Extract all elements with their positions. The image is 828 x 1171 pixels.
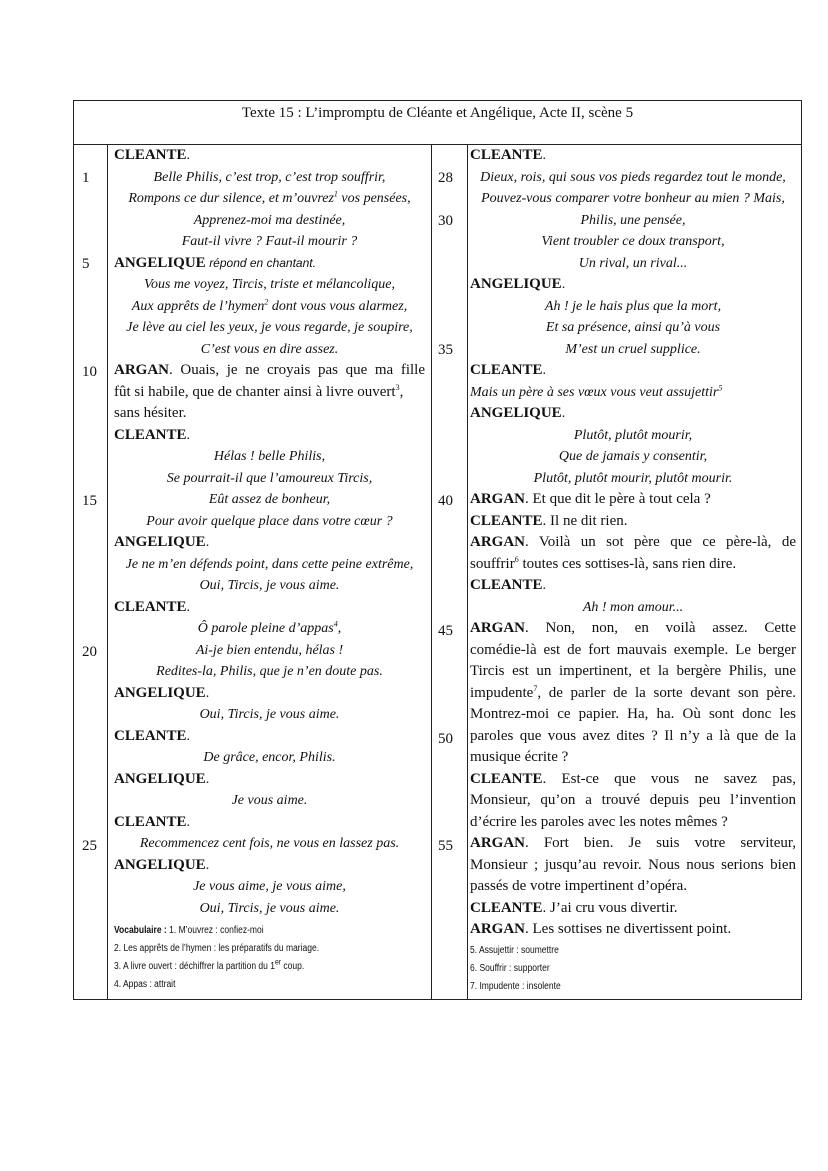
prose-line: CLEANTE. J’ai cru vous divertir. bbox=[470, 899, 678, 916]
verse-line: Faut-il vivre ? Faut-il mourir ? bbox=[181, 234, 358, 249]
footnote-ref: 5 bbox=[718, 382, 723, 392]
prose-line: Monsieur ; jusqu’au revoir. Nous nous serions bien bbox=[470, 856, 796, 873]
speaker-name: CLEANTE bbox=[470, 899, 543, 916]
line-number: 35 bbox=[438, 342, 453, 358]
verse-line: Je vous aime. bbox=[231, 793, 308, 808]
line-number: 25 bbox=[82, 838, 97, 854]
footnote-ref: 4 bbox=[333, 619, 338, 629]
footnote-ref: 7 bbox=[533, 683, 538, 693]
speaker-name: CLEANTE bbox=[470, 147, 543, 163]
prose-line: ARGAN. Fort bien. Je suis votre serviteur, bbox=[470, 835, 796, 851]
verse-line: Oui, Tircis, je vous aime. bbox=[199, 707, 340, 722]
speaker-line: CLEANTE. bbox=[114, 426, 191, 443]
verse-line: Je ne m’en défends point, dans cette peine extrême, bbox=[125, 556, 414, 572]
verse-line: Hélas ! belle Philis, bbox=[213, 449, 326, 464]
prose-line: comédie-là est de fort mauvais exemple. Le berger bbox=[470, 641, 796, 658]
speaker-name: ARGAN bbox=[470, 491, 525, 507]
prose-line: d’écrire les paroles avec les notes mêmes ? bbox=[470, 813, 728, 830]
footnote: 3. A livre ouvert : déchiffrer la partition du 1er coup. bbox=[114, 957, 305, 972]
verse-line: Apprenez-moi ma destinée, bbox=[193, 212, 346, 228]
speaker-name: CLEANTE bbox=[114, 147, 187, 163]
line-number: 30 bbox=[438, 213, 453, 229]
footnote-ref: 3 bbox=[395, 382, 400, 392]
speaker-line: ANGELIQUE. bbox=[470, 276, 566, 292]
prose-line: sans hésiter. bbox=[114, 405, 187, 421]
speaker-line: ANGELIQUE. bbox=[114, 856, 210, 873]
speaker-name: ARGAN bbox=[470, 921, 525, 937]
verse-line: Dieux, rois, qui sous vos pieds regardez tout le monde, bbox=[480, 169, 786, 185]
line-number: 5 bbox=[82, 256, 90, 272]
prose-line: impudente$^7$, de parler de la sorte devant son père. bbox=[470, 683, 796, 701]
page-title: Texte 15 : L’impromptu de Cléante et Angélique, Acte II, scène 5 bbox=[74, 101, 801, 145]
footnote: 5. Assujettir : soumettre bbox=[470, 945, 559, 956]
footnote: 4. Appas : attrait bbox=[114, 979, 176, 990]
speaker-line: CLEANTE. bbox=[114, 727, 191, 744]
speaker-line: CLEANTE. bbox=[470, 362, 547, 378]
speaker-line bbox=[114, 253, 316, 275]
verse-line: M’est un cruel supplice. bbox=[565, 341, 701, 357]
footnote-ref: 6 bbox=[514, 554, 519, 564]
prose-line: Tircis est un impertinent, et la bergère Philis, une bbox=[470, 663, 796, 679]
verse-line: Plutôt, plutôt mourir, bbox=[573, 427, 693, 443]
line-number: 40 bbox=[438, 493, 453, 509]
verse-line: Vient troubler ce doux transport, bbox=[541, 234, 725, 249]
speaker-line: ANGELIQUE. bbox=[114, 770, 210, 787]
verse-line: Je vous aime, je vous aime, bbox=[193, 879, 346, 894]
verse-line: Aux apprêts de l’hymen$^2$ dont vous vous alarmez, bbox=[131, 296, 408, 314]
verse-line: Je lève au ciel les yeux, je vous regarde, je soupire, bbox=[126, 320, 413, 335]
speaker-name: ANGELIQUE bbox=[114, 254, 206, 271]
speaker-line: CLEANTE. bbox=[114, 598, 191, 615]
speaker-line: ANGELIQUE. bbox=[470, 405, 566, 421]
verse-line: C’est vous en dire assez. bbox=[200, 341, 339, 357]
footnote: Vocabulaire : 1. M’ouvrez : confiez-moi bbox=[114, 925, 264, 936]
speaker-name: ARGAN bbox=[470, 534, 525, 550]
speaker-name: ANGELIQUE bbox=[470, 276, 562, 292]
speaker-line: CLEANTE. bbox=[470, 147, 547, 163]
prose-line: souffrir$^6$ toutes ces sottises-là, sans rien dire. bbox=[470, 554, 737, 572]
verse-line: Recommencez cent fois, ne vous en lassez pas. bbox=[139, 836, 400, 851]
prose-line: Montrez-moi ce papier. Ha, ha. Où sont donc les bbox=[470, 706, 796, 722]
verse-line: Plutôt, plutôt mourir, plutôt mourir. bbox=[533, 470, 733, 486]
footnote: 7. Impudente : insolente bbox=[470, 981, 561, 992]
verse-line: Ai-je bien entendu, hélas ! bbox=[195, 642, 344, 658]
prose-line: ARGAN. Les sottises ne divertissent point. bbox=[470, 921, 732, 937]
verse-line: Mais un père à ses vœux vous veut assujettir$^5$ bbox=[470, 382, 723, 400]
prose-line: ARGAN. Non, non, en voilà assez. Cette bbox=[470, 620, 796, 636]
footnote-ref: 1 bbox=[333, 189, 338, 199]
speaker-name: ANGELIQUE bbox=[114, 770, 206, 787]
speaker-name: ANGELIQUE bbox=[114, 856, 206, 873]
verse-line: Philis, une pensée, bbox=[580, 212, 686, 228]
line-number: 10 bbox=[82, 364, 97, 380]
prose-line: passés de votre impertinent d’opéra. bbox=[470, 878, 688, 894]
line-number: 55 bbox=[438, 838, 453, 854]
footnote-ref: 2 bbox=[264, 296, 269, 306]
prose-line: fût si habile, que de chanter ainsi à livre ouvert$^3$, bbox=[114, 382, 404, 400]
prose-line: Monsieur, qu’on a trouvé depuis peu l’invention bbox=[470, 792, 796, 808]
speaker-name: ANGELIQUE bbox=[114, 534, 206, 550]
speaker-name: CLEANTE bbox=[470, 577, 543, 593]
speaker-line: ANGELIQUE. bbox=[114, 534, 210, 550]
prose-line: ARGAN. Ouais, je ne croyais pas que ma fille bbox=[114, 362, 425, 378]
verse-line: Eût assez de bonheur, bbox=[208, 492, 331, 507]
prose-line: CLEANTE. Est-ce que vous ne savez pas, bbox=[470, 770, 796, 787]
speaker-name: ANGELIQUE bbox=[470, 405, 562, 421]
stage-direction: répond en chantant. bbox=[209, 255, 316, 270]
speaker-name: CLEANTE bbox=[114, 813, 187, 830]
speaker-line: CLEANTE. bbox=[470, 577, 547, 593]
line-number: 28 bbox=[438, 170, 453, 186]
line-number: 45 bbox=[438, 623, 453, 639]
speaker-name: CLEANTE bbox=[114, 727, 187, 744]
footnote: 6. Souffrir : supporter bbox=[470, 963, 550, 974]
verse-line: De grâce, encor, Philis. bbox=[203, 750, 336, 765]
line-number: 20 bbox=[82, 644, 97, 660]
verse-line: Pouvez-vous comparer votre bonheur au mien ? Mais, bbox=[481, 191, 785, 206]
verse-line: Oui, Tircis, je vous aime. bbox=[199, 578, 340, 593]
verse-line: Redites-la, Philis, que je n’en doute pas. bbox=[156, 664, 383, 679]
speaker-name: CLEANTE bbox=[470, 512, 543, 529]
verse-line: Ah ! mon amour... bbox=[582, 599, 684, 615]
verse-line: Ô parole pleine d’appas$^4$, bbox=[197, 619, 342, 636]
line-number: 15 bbox=[82, 493, 97, 509]
verse-line: Et sa présence, ainsi qu’à vous bbox=[545, 320, 721, 335]
verse-line: Se pourrait-il que l’amoureux Tircis, bbox=[166, 470, 373, 486]
speaker-name: CLEANTE bbox=[470, 770, 543, 787]
speaker-line: ANGELIQUE. bbox=[114, 684, 210, 701]
verse-line: Belle Philis, c’est trop, c’est trop souffrir, bbox=[153, 169, 386, 185]
vocabulary-label: Vocabulaire : bbox=[114, 925, 167, 936]
speaker-name: ARGAN bbox=[470, 620, 525, 636]
speaker-name: ARGAN bbox=[470, 835, 525, 851]
prose-line: ARGAN. Voilà un sot père que ce père-là, de bbox=[470, 534, 796, 550]
verse-line: Oui, Tircis, je vous aime. bbox=[199, 900, 340, 916]
text-table bbox=[73, 100, 802, 1000]
speaker-name: CLEANTE bbox=[470, 362, 543, 378]
column-divider bbox=[467, 145, 468, 999]
verse-line: Ah ! je le hais plus que la mort, bbox=[544, 298, 722, 314]
line-number: 50 bbox=[438, 731, 453, 747]
verse-line: Vous me voyez, Tircis, triste et mélancolique, bbox=[143, 277, 396, 292]
speaker-name: ANGELIQUE bbox=[114, 684, 206, 701]
column-divider bbox=[107, 145, 108, 999]
speaker-line: CLEANTE. bbox=[114, 813, 191, 830]
footnote: 2. Les apprêts de l’hymen : les préparatifs du mariage. bbox=[114, 943, 320, 954]
verse-line: Rompons ce dur silence, et m’ouvrez$^1$ vos pensées, bbox=[128, 189, 411, 206]
speaker-name: CLEANTE bbox=[114, 426, 187, 443]
prose-line: paroles que vous avez dites ? Il n’y a là que de la bbox=[470, 727, 796, 744]
verse-line: Que de jamais y consentir, bbox=[558, 449, 708, 464]
line-number: 1 bbox=[82, 170, 90, 186]
verse-line: Pour avoir quelque place dans votre cœur ? bbox=[146, 513, 393, 529]
prose-line: ARGAN. Et que dit le père à tout cela ? bbox=[470, 491, 711, 507]
speaker-name: ARGAN bbox=[114, 362, 169, 378]
speaker-name: CLEANTE bbox=[114, 598, 187, 615]
prose-line: musique écrite ? bbox=[470, 749, 569, 765]
prose-line: CLEANTE. Il ne dit rien. bbox=[470, 512, 628, 529]
verse-line: Un rival, un rival... bbox=[578, 255, 688, 271]
column-divider bbox=[431, 145, 432, 999]
speaker-line: CLEANTE. bbox=[114, 147, 191, 163]
